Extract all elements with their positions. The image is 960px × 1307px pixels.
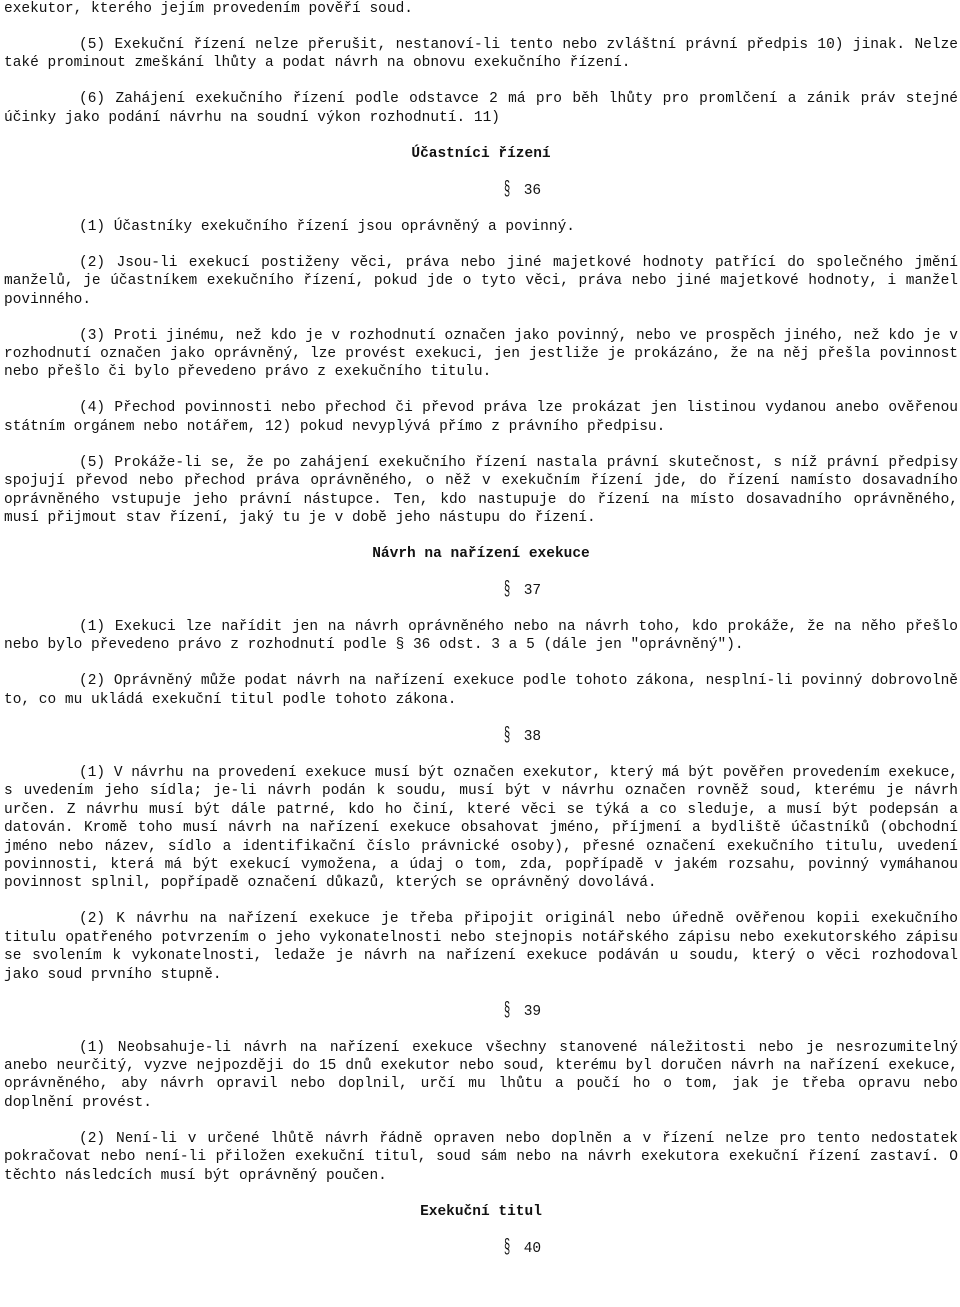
section-sign: §	[503, 579, 511, 603]
paragraph: (1) Neobsahuje-li návrh na nařízení exekuce všechny stanovené náležitosti nebo je nesrozumitelný anebo neurčitý, vyzve nejpozději do 15 dnů exekutor nebo soud, kterému byl doručen návrh na nařízení exekuce, oprávněného, aby návrh opravil nebo doplnil, určí mu lhůtu a poučí ho o tom, jak je třeba opravu nebo doplnění provést.	[4, 1039, 958, 1111]
section-number: § 36	[503, 178, 542, 202]
section-sign: §	[503, 178, 511, 202]
section-sign: §	[503, 999, 511, 1023]
paragraph: (5) Prokáže-li se, že po zahájení exekučního řízení nastala právní skutečnost, s níž právní předpisy spojují převod nebo přechod práva oprávněného, o něž v exekučním řízení jde, do řízení namísto dosavadního oprávněného vstupuje jeho právní nástupce. Ten, kdo nastupuje do řízení na místo dosavadního oprávněného, musí přijmout stav řízení, jaký tu je v době jeho nástupu do řízení.	[4, 454, 958, 527]
paragraph: (4) Přechod povinnosti nebo přechod či převod práva lze prokázat jen listinou vydanou anebo ověřenou státním orgánem nebo notářem, 12) pokud nevyplývá přímo z právního předpisu.	[4, 400, 958, 435]
paragraph: (1) V návrhu na provedení exekuce musí být označen exekutor, který má být pověřen provedením exekuce, s uvedením jeho sídla; je-li návrh podán k soudu, musí být v návrhu označen rovněž soud, kterému je návrh určen. Z návrhu musí být dále patrné, kdo ho činí, které věci se týká a co sleduje, a musí být podepsán a datován. Kromě toho musí návrh na nařízení exekuce obsahovat jméno, příjmení a bydliště účastníků (obchodní jméno nebo název, sídlo a identifikační číslo právnické osoby), přesné označení exekučního titulu, uvedení povinnosti, která má být exekucí vymožena, a údaj o tom, zda, popřípadě v jakém rozsahu, povinný vymáhanou povinnost splnil, popřípadě označení důkazů, kterých se oprávněný dovolává.	[4, 764, 958, 892]
paragraph: (2) Oprávněný může podat návrh na nařízení exekuce podle tohoto zákona, nesplní-li povinný dobrovolně to, co mu ukládá exekuční titul podle tohoto zákona.	[4, 673, 958, 708]
section-heading: Exekuční titul	[420, 1203, 542, 1220]
document-page	[4, 0, 958, 1258]
paragraph: (2) K návrhu na nařízení exekuce je třeba připojit originál nebo úředně ověřenou kopii exekučního titulu opatřeného potvrzením o jeho vykonatelnosti nebo stejnopis notářského zápisu nebo exekutorského zápisu se svolením k vykonatelnosti, ledaže je návrh na nařízení exekuce podáván u soudu, který o věci rozhodoval jako soud prvního stupně.	[4, 911, 958, 983]
section-heading: Účastníci řízení	[411, 145, 551, 162]
paragraph: (3) Proti jinému, než kdo je v rozhodnutí označen jako povinný, nebo ve prospěch jiného, než kdo je v rozhodnutí označen jako oprávněný, lze provést exekuci, jen jestliže je prokázáno, že na něj přešla povinnost nebo přešlo či bylo převedeno právo z exekučního titulu.	[4, 327, 958, 381]
section-number: § 37	[503, 579, 542, 603]
paragraph: (1) Účastníky exekučního řízení jsou oprávněný a povinný.	[79, 218, 575, 235]
section-number: § 38	[503, 724, 542, 748]
section-number: § 39	[503, 999, 542, 1023]
section-sign: §	[503, 1236, 511, 1260]
section-heading: Návrh na nařízení exekuce	[372, 546, 590, 563]
paragraph: (2) Není-li v určené lhůtě návrh řádně opraven nebo doplněn a v řízení nelze pro tento nedostatek pokračovat nebo není-li přiložen exekuční titul, soud sám nebo na návrh exekutora exekuční řízení zastaví. O těchto následcích musí být oprávněný poučen.	[4, 1130, 958, 1184]
paragraph: (2) Jsou-li exekucí postiženy věci, práva nebo jiné majetkové hodnoty patřící do společného jmění manželů, je účastníkem exekučního řízení, pokud jde o tyto věci, práva nebo jiné majetkové hodnoty, i manžel povinného.	[4, 254, 958, 308]
section-sign: §	[503, 724, 511, 748]
paragraph: exekutor, kterého jejím provedením pověří soud.	[4, 1, 413, 17]
paragraph: (1) Exekuci lze nařídit jen na návrh oprávněného nebo na návrh toho, kdo prokáže, že na něho přešlo nebo bylo převedeno právo z rozhodnutí podle § 36 odst. 3 a 5 (dále jen "oprávněný").	[4, 619, 958, 654]
paragraph: (5) Exekuční řízení nelze přerušit, nestanoví-li tento nebo zvláštní právní předpis 10) jinak. Nelze také prominout zmeškání lhůty a podat návrh na obnovu exekučního řízení.	[4, 37, 958, 72]
section-number: § 40	[503, 1236, 542, 1260]
paragraph: (6) Zahájení exekučního řízení podle odstavce 2 má pro běh lhůty pro promlčení a zánik práv stejné účinky jako podání návrhu na soudní výkon rozhodnutí. 11)	[4, 91, 958, 126]
